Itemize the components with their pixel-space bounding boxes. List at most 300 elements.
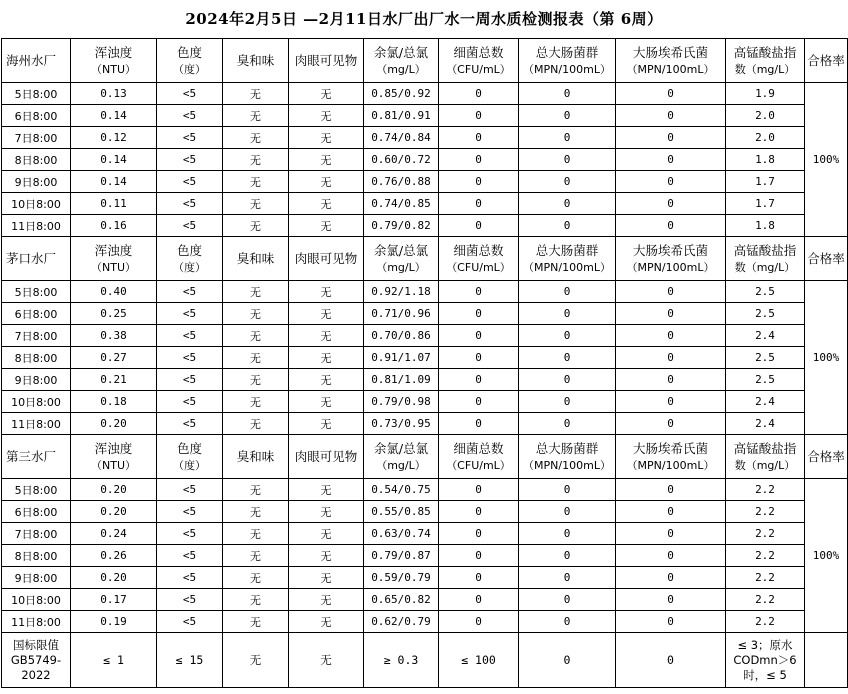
date-cell: 9日8:00 [2, 369, 71, 391]
odor-cell: 无 [223, 413, 289, 435]
standard-chlorine: ≥ 0.3 [364, 633, 439, 688]
header-ecoli [616, 39, 726, 83]
coliform-cell: 0 [519, 149, 616, 171]
color-cell: <5 [157, 281, 223, 303]
chlorine-cell: 0.74/0.85 [364, 193, 439, 215]
color-cell: <5 [157, 127, 223, 149]
header-bacteria-unit: （CFU/mL） [446, 260, 511, 274]
color-cell: <5 [157, 523, 223, 545]
bacteria-cell: 0 [439, 171, 519, 193]
ecoli-cell: 0 [616, 127, 726, 149]
ecoli-cell: 0 [616, 193, 726, 215]
color-cell: <5 [157, 567, 223, 589]
chlorine-cell: 0.91/1.07 [364, 347, 439, 369]
ecoli-cell: 0 [616, 501, 726, 523]
turbidity-cell: 0.16 [71, 215, 157, 237]
header-permanganate-label: 高锰酸盐指 [733, 440, 797, 456]
visible-matter-cell: 无 [289, 193, 364, 215]
table-row [2, 347, 848, 369]
turbidity-cell: 0.20 [71, 567, 157, 589]
table-row [2, 413, 848, 435]
header-coliform-unit: （MPN/100mL） [523, 62, 611, 76]
permanganate-cell: 2.4 [726, 413, 805, 435]
permanganate-cell: 2.2 [726, 479, 805, 501]
date-cell: 11日8:00 [2, 611, 71, 633]
turbidity-cell: 0.11 [71, 193, 157, 215]
chlorine-cell: 0.79/0.98 [364, 391, 439, 413]
header-chlorine-unit: （mg/L） [376, 62, 426, 76]
odor-cell: 无 [223, 171, 289, 193]
bacteria-cell: 0 [439, 611, 519, 633]
header-turbidity-unit: （NTU） [91, 260, 136, 274]
table-row [2, 193, 848, 215]
water-quality-table [1, 38, 848, 688]
turbidity-cell: 0.18 [71, 391, 157, 413]
header-bacteria-unit: （CFU/mL） [446, 62, 511, 76]
header-coliform-unit: （MPN/100mL） [523, 458, 611, 472]
table-row [2, 545, 848, 567]
date-cell: 10日8:00 [2, 193, 71, 215]
pass-rate-cell: 100% [805, 281, 848, 435]
ecoli-cell: 0 [616, 215, 726, 237]
table-row [2, 369, 848, 391]
turbidity-cell: 0.38 [71, 325, 157, 347]
color-cell: <5 [157, 347, 223, 369]
chlorine-cell: 0.76/0.88 [364, 171, 439, 193]
table-row [2, 127, 848, 149]
coliform-cell: 0 [519, 105, 616, 127]
color-cell: <5 [157, 193, 223, 215]
header-color [157, 39, 223, 83]
header-odor: 臭和味 [223, 435, 289, 479]
odor-cell: 无 [223, 193, 289, 215]
permanganate-cell: 1.8 [726, 149, 805, 171]
permanganate-cell: 2.0 [726, 105, 805, 127]
color-cell: <5 [157, 105, 223, 127]
header-visible-matter: 肉眼可见物 [289, 39, 364, 83]
header-color-label: 色度 [176, 44, 202, 60]
date-cell: 9日8:00 [2, 567, 71, 589]
chlorine-cell: 0.60/0.72 [364, 149, 439, 171]
table-row [2, 589, 848, 611]
date-cell: 6日8:00 [2, 105, 71, 127]
coliform-cell: 0 [519, 545, 616, 567]
color-cell: <5 [157, 83, 223, 105]
header-color-unit: （度） [173, 260, 206, 274]
turbidity-cell: 0.20 [71, 479, 157, 501]
ecoli-cell: 0 [616, 567, 726, 589]
header-bacteria-label: 细菌总数 [453, 44, 504, 60]
ecoli-cell: 0 [616, 523, 726, 545]
header-turbidity [71, 435, 157, 479]
header-pass-rate: 合格率 [805, 39, 848, 83]
visible-matter-cell: 无 [289, 391, 364, 413]
visible-matter-cell: 无 [289, 545, 364, 567]
bacteria-cell: 0 [439, 83, 519, 105]
coliform-cell: 0 [519, 193, 616, 215]
plant-header-row [2, 435, 848, 479]
header-color-unit: （度） [173, 62, 206, 76]
coliform-cell: 0 [519, 215, 616, 237]
permanganate-cell: 2.0 [726, 127, 805, 149]
permanganate-cell: 2.4 [726, 325, 805, 347]
header-chlorine [364, 237, 439, 281]
coliform-cell: 0 [519, 523, 616, 545]
odor-cell: 无 [223, 501, 289, 523]
turbidity-cell: 0.13 [71, 83, 157, 105]
odor-cell: 无 [223, 281, 289, 303]
header-permanganate [726, 39, 805, 83]
turbidity-cell: 0.14 [71, 105, 157, 127]
odor-cell: 无 [223, 589, 289, 611]
bacteria-cell: 0 [439, 105, 519, 127]
chlorine-cell: 0.71/0.96 [364, 303, 439, 325]
date-cell: 10日8:00 [2, 589, 71, 611]
color-cell: <5 [157, 413, 223, 435]
permanganate-cell: 2.2 [726, 567, 805, 589]
bacteria-cell: 0 [439, 303, 519, 325]
header-coliform-label: 总大肠菌群 [535, 242, 599, 258]
header-chlorine-label: 余氯/总氯 [373, 440, 429, 456]
coliform-cell: 0 [519, 171, 616, 193]
header-odor: 臭和味 [223, 39, 289, 83]
bacteria-cell: 0 [439, 127, 519, 149]
coliform-cell: 0 [519, 369, 616, 391]
plant-name: 茅口水厂 [2, 237, 71, 281]
date-cell: 9日8:00 [2, 171, 71, 193]
ecoli-cell: 0 [616, 589, 726, 611]
color-cell: <5 [157, 611, 223, 633]
header-visible-matter: 肉眼可见物 [289, 237, 364, 281]
odor-cell: 无 [223, 347, 289, 369]
header-permanganate [726, 237, 805, 281]
table-row [2, 171, 848, 193]
color-cell: <5 [157, 479, 223, 501]
visible-matter-cell: 无 [289, 347, 364, 369]
permanganate-cell: 2.5 [726, 281, 805, 303]
ecoli-cell: 0 [616, 413, 726, 435]
odor-cell: 无 [223, 149, 289, 171]
table-row [2, 325, 848, 347]
standard-permanganate-line: 时，≤ 5 [743, 667, 787, 682]
chlorine-cell: 0.65/0.82 [364, 589, 439, 611]
coliform-cell: 0 [519, 325, 616, 347]
chlorine-cell: 0.54/0.75 [364, 479, 439, 501]
color-cell: <5 [157, 303, 223, 325]
bacteria-cell: 0 [439, 369, 519, 391]
table-row [2, 105, 848, 127]
visible-matter-cell: 无 [289, 567, 364, 589]
odor-cell: 无 [223, 303, 289, 325]
visible-matter-cell: 无 [289, 479, 364, 501]
header-chlorine-unit: （mg/L） [376, 260, 426, 274]
ecoli-cell: 0 [616, 105, 726, 127]
color-cell: <5 [157, 391, 223, 413]
header-visible-matter: 肉眼可见物 [289, 435, 364, 479]
standard-label-line: GB5749- [10, 652, 62, 667]
turbidity-cell: 0.26 [71, 545, 157, 567]
turbidity-cell: 0.14 [71, 171, 157, 193]
header-coliform [519, 435, 616, 479]
odor-cell: 无 [223, 83, 289, 105]
color-cell: <5 [157, 171, 223, 193]
odor-cell: 无 [223, 391, 289, 413]
standard-odor: 无 [223, 633, 289, 688]
chlorine-cell: 0.74/0.84 [364, 127, 439, 149]
header-coliform-label: 总大肠菌群 [535, 440, 599, 456]
header-color-unit: （度） [173, 458, 206, 472]
chlorine-cell: 0.85/0.92 [364, 83, 439, 105]
ecoli-cell: 0 [616, 325, 726, 347]
bacteria-cell: 0 [439, 413, 519, 435]
bacteria-cell: 0 [439, 545, 519, 567]
report-title: 2024年2月5日 —2月11日水厂出厂水一周水质检测报表（第 6周） [185, 10, 663, 28]
visible-matter-cell: 无 [289, 589, 364, 611]
plant-name: 第三水厂 [2, 435, 71, 479]
ecoli-cell: 0 [616, 611, 726, 633]
turbidity-cell: 0.21 [71, 369, 157, 391]
header-ecoli-unit: （MPN/100mL） [626, 458, 715, 472]
odor-cell: 无 [223, 127, 289, 149]
header-coliform-label: 总大肠菌群 [535, 44, 599, 60]
chlorine-cell: 0.73/0.95 [364, 413, 439, 435]
visible-matter-cell: 无 [289, 171, 364, 193]
permanganate-cell: 2.5 [726, 347, 805, 369]
chlorine-cell: 0.70/0.86 [364, 325, 439, 347]
standard-bacteria: ≤ 100 [439, 633, 519, 688]
standard-color: ≤ 15 [157, 633, 223, 688]
standard-permanganate [726, 633, 805, 688]
table-row [2, 523, 848, 545]
turbidity-cell: 0.20 [71, 501, 157, 523]
table-row [2, 391, 848, 413]
turbidity-cell: 0.14 [71, 149, 157, 171]
coliform-cell: 0 [519, 127, 616, 149]
visible-matter-cell: 无 [289, 611, 364, 633]
header-color [157, 237, 223, 281]
odor-cell: 无 [223, 567, 289, 589]
turbidity-cell: 0.12 [71, 127, 157, 149]
chlorine-cell: 0.59/0.79 [364, 567, 439, 589]
standard-ecoli: 0 [616, 633, 726, 688]
standard-coliform: 0 [519, 633, 616, 688]
visible-matter-cell: 无 [289, 325, 364, 347]
date-cell: 8日8:00 [2, 545, 71, 567]
table-row [2, 567, 848, 589]
odor-cell: 无 [223, 215, 289, 237]
header-bacteria [439, 39, 519, 83]
standard-permanganate-line: CODmn＞6 [733, 652, 797, 667]
pass-rate-cell: 100% [805, 479, 848, 633]
permanganate-cell: 2.4 [726, 391, 805, 413]
header-odor: 臭和味 [223, 237, 289, 281]
header-coliform-unit: （MPN/100mL） [523, 260, 611, 274]
visible-matter-cell: 无 [289, 303, 364, 325]
odor-cell: 无 [223, 523, 289, 545]
header-bacteria [439, 435, 519, 479]
header-chlorine [364, 435, 439, 479]
header-bacteria [439, 237, 519, 281]
header-chlorine [364, 39, 439, 83]
bacteria-cell: 0 [439, 193, 519, 215]
table-row [2, 501, 848, 523]
turbidity-cell: 0.24 [71, 523, 157, 545]
permanganate-cell: 1.8 [726, 215, 805, 237]
table-row [2, 611, 848, 633]
bacteria-cell: 0 [439, 479, 519, 501]
permanganate-cell: 1.9 [726, 83, 805, 105]
odor-cell: 无 [223, 105, 289, 127]
color-cell: <5 [157, 149, 223, 171]
permanganate-cell: 1.7 [726, 193, 805, 215]
bacteria-cell: 0 [439, 501, 519, 523]
header-chlorine-label: 余氯/总氯 [373, 242, 429, 258]
date-cell: 5日8:00 [2, 281, 71, 303]
coliform-cell: 0 [519, 303, 616, 325]
standard-pass-rate [805, 633, 848, 688]
header-permanganate-unit: 数（mg/L） [734, 62, 796, 76]
header-permanganate [726, 435, 805, 479]
coliform-cell: 0 [519, 611, 616, 633]
turbidity-cell: 0.40 [71, 281, 157, 303]
ecoli-cell: 0 [616, 479, 726, 501]
chlorine-cell: 0.62/0.79 [364, 611, 439, 633]
date-cell: 11日8:00 [2, 215, 71, 237]
visible-matter-cell: 无 [289, 83, 364, 105]
table-row [2, 281, 848, 303]
standard-label-line: 2022 [21, 667, 51, 682]
visible-matter-cell: 无 [289, 501, 364, 523]
standard-limit-row [2, 633, 848, 688]
turbidity-cell: 0.25 [71, 303, 157, 325]
bacteria-cell: 0 [439, 567, 519, 589]
visible-matter-cell: 无 [289, 523, 364, 545]
coliform-cell: 0 [519, 281, 616, 303]
date-cell: 6日8:00 [2, 303, 71, 325]
turbidity-cell: 0.17 [71, 589, 157, 611]
header-turbidity-unit: （NTU） [91, 62, 136, 76]
chlorine-cell: 0.79/0.82 [364, 215, 439, 237]
permanganate-cell: 1.7 [726, 171, 805, 193]
header-chlorine-unit: （mg/L） [376, 458, 426, 472]
date-cell: 5日8:00 [2, 479, 71, 501]
header-turbidity [71, 39, 157, 83]
odor-cell: 无 [223, 479, 289, 501]
header-ecoli-label: 大肠埃希氏菌 [632, 440, 708, 456]
visible-matter-cell: 无 [289, 215, 364, 237]
odor-cell: 无 [223, 545, 289, 567]
table-row [2, 215, 848, 237]
plant-name: 海州水厂 [2, 39, 71, 83]
visible-matter-cell: 无 [289, 149, 364, 171]
coliform-cell: 0 [519, 567, 616, 589]
standard-turbidity: ≤ 1 [71, 633, 157, 688]
date-cell: 10日8:00 [2, 391, 71, 413]
coliform-cell: 0 [519, 83, 616, 105]
permanganate-cell: 2.2 [726, 611, 805, 633]
coliform-cell: 0 [519, 501, 616, 523]
header-color [157, 435, 223, 479]
permanganate-cell: 2.2 [726, 589, 805, 611]
ecoli-cell: 0 [616, 149, 726, 171]
date-cell: 8日8:00 [2, 347, 71, 369]
chlorine-cell: 0.63/0.74 [364, 523, 439, 545]
turbidity-cell: 0.20 [71, 413, 157, 435]
header-permanganate-label: 高锰酸盐指 [733, 44, 797, 60]
header-color-label: 色度 [176, 242, 202, 258]
header-ecoli [616, 237, 726, 281]
standard-permanganate-line: ≤ 3；原水 [737, 637, 793, 652]
bacteria-cell: 0 [439, 347, 519, 369]
chlorine-cell: 0.79/0.87 [364, 545, 439, 567]
color-cell: <5 [157, 215, 223, 237]
ecoli-cell: 0 [616, 171, 726, 193]
ecoli-cell: 0 [616, 281, 726, 303]
visible-matter-cell: 无 [289, 127, 364, 149]
chlorine-cell: 0.81/0.91 [364, 105, 439, 127]
permanganate-cell: 2.5 [726, 369, 805, 391]
header-turbidity-label: 浑浊度 [94, 440, 133, 456]
standard-visible-matter: 无 [289, 633, 364, 688]
coliform-cell: 0 [519, 391, 616, 413]
header-permanganate-label: 高锰酸盐指 [733, 242, 797, 258]
standard-label [2, 633, 71, 688]
odor-cell: 无 [223, 611, 289, 633]
header-bacteria-unit: （CFU/mL） [446, 458, 511, 472]
bacteria-cell: 0 [439, 523, 519, 545]
header-turbidity-label: 浑浊度 [94, 44, 133, 60]
date-cell: 8日8:00 [2, 149, 71, 171]
header-ecoli-label: 大肠埃希氏菌 [632, 242, 708, 258]
table-row [2, 83, 848, 105]
date-cell: 11日8:00 [2, 413, 71, 435]
chlorine-cell: 0.55/0.85 [364, 501, 439, 523]
date-cell: 7日8:00 [2, 127, 71, 149]
ecoli-cell: 0 [616, 83, 726, 105]
color-cell: <5 [157, 589, 223, 611]
header-permanganate-unit: 数（mg/L） [734, 458, 796, 472]
permanganate-cell: 2.5 [726, 303, 805, 325]
chlorine-cell: 0.92/1.18 [364, 281, 439, 303]
chlorine-cell: 0.81/1.09 [364, 369, 439, 391]
visible-matter-cell: 无 [289, 105, 364, 127]
ecoli-cell: 0 [616, 391, 726, 413]
header-coliform [519, 237, 616, 281]
visible-matter-cell: 无 [289, 413, 364, 435]
date-cell: 6日8:00 [2, 501, 71, 523]
bacteria-cell: 0 [439, 391, 519, 413]
color-cell: <5 [157, 501, 223, 523]
visible-matter-cell: 无 [289, 281, 364, 303]
header-permanganate-unit: 数（mg/L） [734, 260, 796, 274]
table-row [2, 479, 848, 501]
bacteria-cell: 0 [439, 149, 519, 171]
header-ecoli [616, 435, 726, 479]
ecoli-cell: 0 [616, 369, 726, 391]
header-turbidity [71, 237, 157, 281]
header-ecoli-unit: （MPN/100mL） [626, 62, 715, 76]
header-bacteria-label: 细菌总数 [453, 242, 504, 258]
table-row [2, 149, 848, 171]
color-cell: <5 [157, 545, 223, 567]
standard-label-line: 国标限值 [13, 637, 59, 652]
header-turbidity-unit: （NTU） [91, 458, 136, 472]
plant-header-row [2, 237, 848, 281]
coliform-cell: 0 [519, 589, 616, 611]
ecoli-cell: 0 [616, 303, 726, 325]
header-coliform [519, 39, 616, 83]
header-bacteria-label: 细菌总数 [453, 440, 504, 456]
